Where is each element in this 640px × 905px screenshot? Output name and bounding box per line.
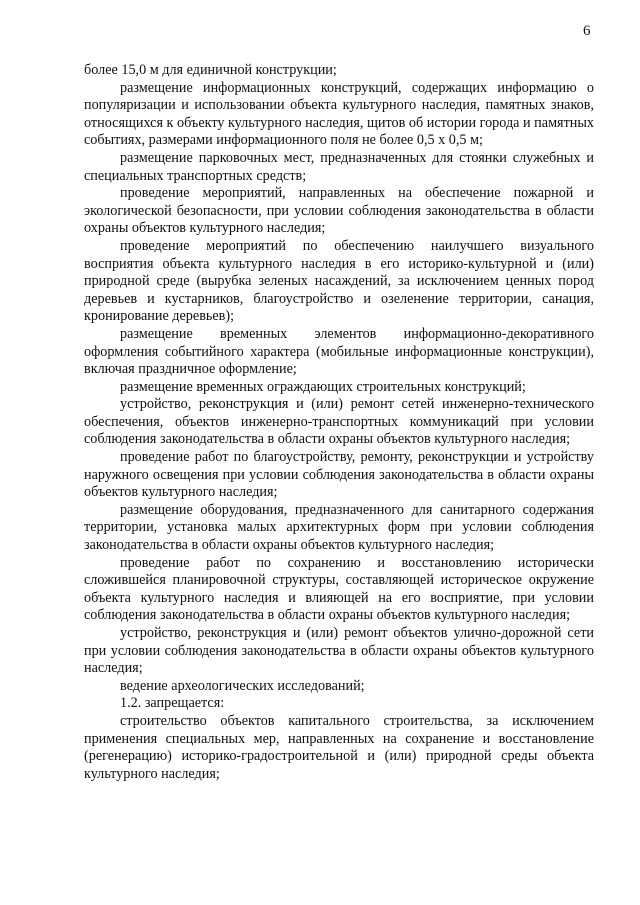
paragraph-sanitary-equipment: размещение оборудования, предназначенного для санитарного содержания территории, установка малых архитектурных форм при условии соблюдения законодательства в области охраны объектов культурного наследия; bbox=[84, 501, 594, 554]
document-body bbox=[84, 62, 594, 783]
paragraph-capital-construction: строительство объектов капитального строительства, за исключением применения специальных мер, направленных на сохранение и восстановление (регенерацию) историко-градостроительной и (или) природной среды объекта культурного наследия; bbox=[84, 712, 594, 782]
paragraph-engineering-networks: устройство, реконструкция и (или) ремонт сетей инженерно-технического обеспечения, объектов инженерно-транспортных коммуникаций при условии соблюдения законодательства в области охраны объектов культурного наследия; bbox=[84, 396, 594, 448]
paragraph-landscaping: проведение работ по благоустройству, ремонту, реконструкции и устройству наружного освещения при условии соблюдения законодательства в области охраны объектов культурного наследия; bbox=[84, 449, 594, 501]
paragraph-road-network: устройство, реконструкция и (или) ремонт объектов улично-дорожной сети при условии соблюдения законодательства в области охраны объектов культурного наследия; bbox=[84, 625, 594, 677]
paragraph-fire-safety: проведение мероприятий, направленных на обеспечение пожарной и экологической безопасности, при условии соблюдения законодательства в области охраны объектов культурного наследия; bbox=[84, 185, 594, 237]
paragraph-temporary-fences: размещение временных ограждающих строительных конструкций; bbox=[120, 378, 526, 395]
paragraph-visual-perception: проведение мероприятий по обеспечению наилучшего визуального восприятия объекта культурного наследия в его историко-культурной и (или) природной среде (вырубка зеленых насаждений, за исключением ценных пород деревьев и кустарников, благоустройство и озеленение территории, санация, кронирование деревьев); bbox=[84, 237, 594, 325]
paragraph-temporary-decor: размещение временных элементов информационно-декоративного оформления событийного характера (мобильные информационные конструкции), включая праздничное оформление; bbox=[84, 325, 594, 378]
paragraph-info-constructions: размещение информационных конструкций, содержащих информацию о популяризации и использовании объекта культурного наследия, памятных знаков, относящихся к объекту культурного наследия, щитов об истории города и памятных событиях, размерами информационного поля не более 0,5 х 0,5 м; bbox=[84, 79, 594, 149]
paragraph-parking: размещение парковочных мест, предназначенных для стоянки служебных и специальных транспортных средств; bbox=[84, 149, 594, 184]
section-heading-prohibited: 1.2. запрещается: bbox=[120, 695, 225, 712]
page-number: 6 bbox=[583, 23, 591, 39]
paragraph-planning-structure: проведение работ по сохранению и восстановлению исторически сложившейся планировочной структуры, составляющей историческое окружение объекта культурного наследия и влияющей на его восприятие, при условии соблюдения законодательства в области охраны объектов культурного наследия; bbox=[84, 554, 594, 624]
paragraph-archaeology: ведение археологических исследований; bbox=[120, 677, 365, 694]
paragraph-continuation: более 15,0 м для единичной конструкции; bbox=[84, 62, 337, 78]
